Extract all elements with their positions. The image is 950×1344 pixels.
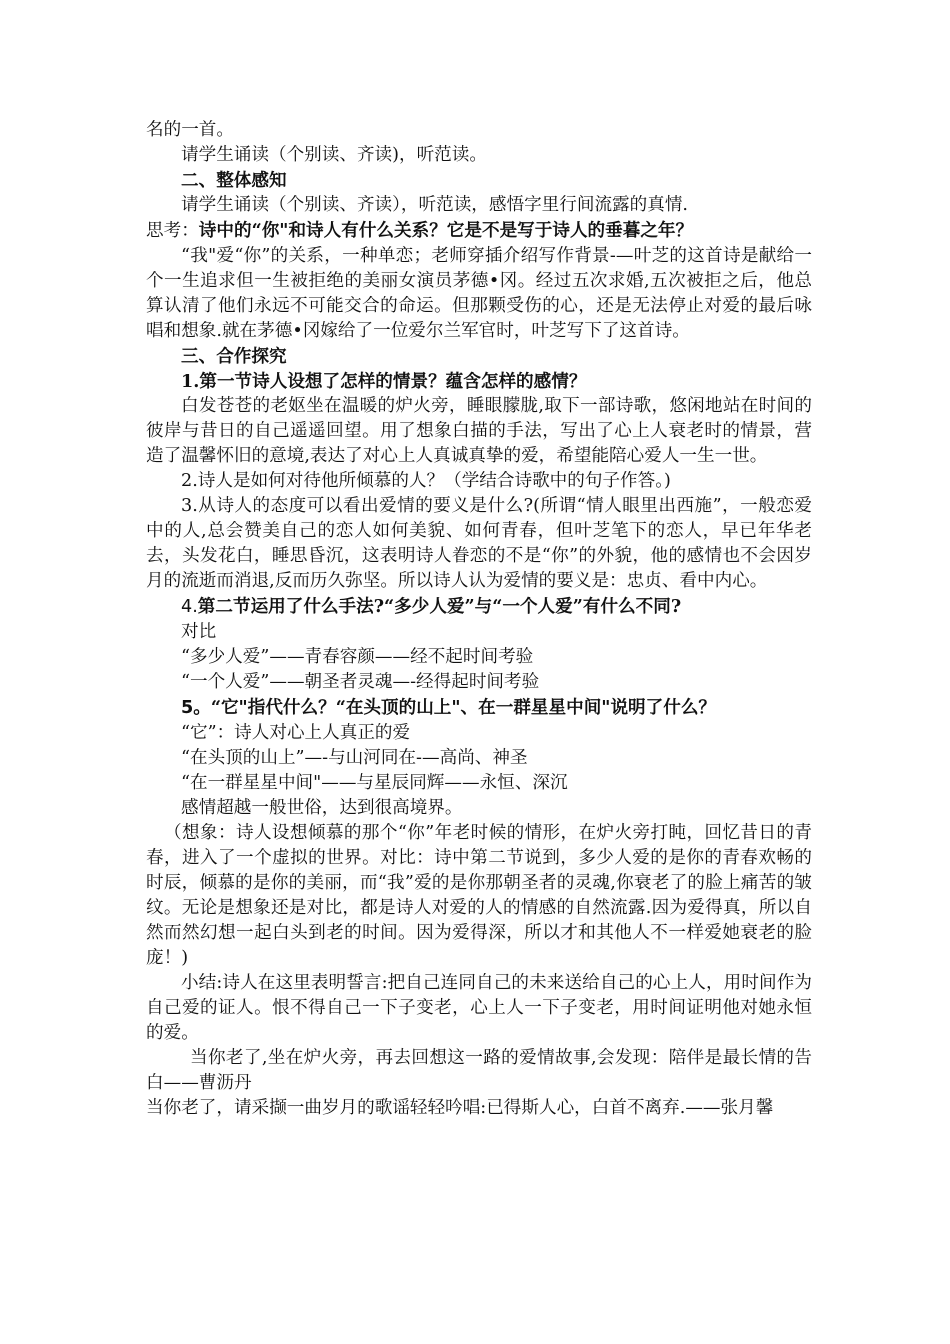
question-text: 。“它"指代什么？“在头顶的山上"、在一群星星中间"说明了什么？	[193, 697, 717, 718]
section-heading: 二、整体感知	[181, 170, 287, 191]
paragraph: 白发苍苍的老妪坐在温暖的炉火旁，睡眼朦胧,取下一部诗歌，悠闲地站在时间的彼岸与昔日的自己遥遥回望。用了想象白描的手法，写出了心上人衰老时的情景，营造了温馨怀旧的意境,表达了对心上人真诚真挚的爱，希望能陪心爱人一生一世。	[146, 396, 812, 466]
document-page	[146, 118, 812, 1121]
paragraph: 当你老了，请采撷一曲岁月的歌谣轻轻吟唱:已得斯人心，白首不离弃.——张月馨	[146, 1098, 774, 1118]
answer-line: “一个人爱”——朝圣者灵魂—-经得起时间考验	[181, 672, 540, 692]
answer-line: 对比	[181, 622, 217, 642]
paragraph: 3.从诗人的态度可以看出爱情的要义是什么?(所谓“情人眼里出西施”，一般恋爱中的人,总会赞美自己的恋人如何美貌、如何青春，但叶芝笔下的恋人，早已年华老去，头发花白，睡思昏沉，这表明诗人眷恋的不是“你”的外貌，他的感情也不会因岁月的流逝而消退,反而历久弥坚。所以诗人认为爱情的要义是：忠贞、看中内心。	[146, 496, 812, 591]
paragraph: （想象：诗人设想倾慕的那个“你”年老时候的情形，在炉火旁打盹，回忆昔日的青春，进入了一个虚拟的世界。对比：诗中第二节说到，多少人爱的是你的青春欢畅的时辰，倾慕的是你的美丽，而“我”爱的是你那朝圣者的灵魂,你衰老了的脸上痛苦的皱纹。无论是想象还是对比，都是诗人对爱的人的情感的自然流露.因为爱得真，所以自然而然幻想一起白头到老的时间。因为爱得深，所以才和其他人不一样爱她衰老的脸庞！)	[146, 823, 812, 968]
section-heading: 三、合作探究	[181, 346, 287, 367]
question-line	[146, 218, 812, 244]
paragraph: “我"爱“你”的关系，一种单恋；老师穿插介绍写作背景-—叶芝的这首诗是献给一个一生追求但一生被拒绝的美丽女演员茅德•冈。经过五次求婚,五次被拒之后，他总算认清了他们永远不可能交合的命运。但那颗受伤的心，还是无法停止对爱的最后咏唱和想象.就在茅德•冈嫁给了一位爱尔兰军官时，叶芝写下了这首诗。	[146, 246, 812, 341]
text-line: 请学生诵读（个别读、齐读），听范读，感悟字里行间流露的真情.	[181, 195, 689, 215]
answer-line: “在头顶的山上”—-与山河同在-—高尚、神圣	[181, 748, 528, 768]
text-line: 名的一首。	[146, 120, 234, 140]
paragraph: 小结:诗人在这里表明誓言:把自己连同自己的未来送给自己的心上人，用时间作为自己爱的证人。恨不得自己一下子变老，心上人一下子变老，用时间证明他对她永恒的爱。	[146, 973, 812, 1043]
answer-line: 感情超越一般世俗，达到很高境界。	[181, 798, 463, 818]
answer-line: “在一群星星中间"——与星辰同辉——永恒、深沉	[181, 773, 568, 793]
answer-line: “它”：诗人对心上人真正的爱	[181, 723, 411, 743]
text-line: 请学生诵读（个别读、齐读)，听范读。	[181, 145, 487, 165]
question-line	[146, 695, 812, 721]
answer-line: “多少人爱”——青春容颜——经不起时间考验	[181, 647, 534, 667]
question-line: 2.诗人是如何对待他所倾慕的人？（学结合诗歌中的句子作答。)	[181, 471, 671, 491]
question-line: 1.第一节诗人设想了怎样的情景？蕴含怎样的感情？	[181, 371, 587, 392]
question-number: 4.	[181, 597, 198, 617]
question-text: 第二节运用了什么手法?“多少人爱”与“一个人爱”有什么不同?	[197, 596, 682, 617]
question-number: 5	[181, 698, 194, 718]
paragraph: 当你老了,坐在炉火旁，再去回想这一路的爱情故事,会发现：陪伴是最长情的告白——曹沥丹	[146, 1048, 812, 1093]
question-text: 诗中的“你"和诗人有什么关系？它是不是写于诗人的垂暮之年？	[198, 220, 694, 241]
question-line	[146, 594, 812, 620]
question-prefix: 思考：	[146, 221, 199, 241]
